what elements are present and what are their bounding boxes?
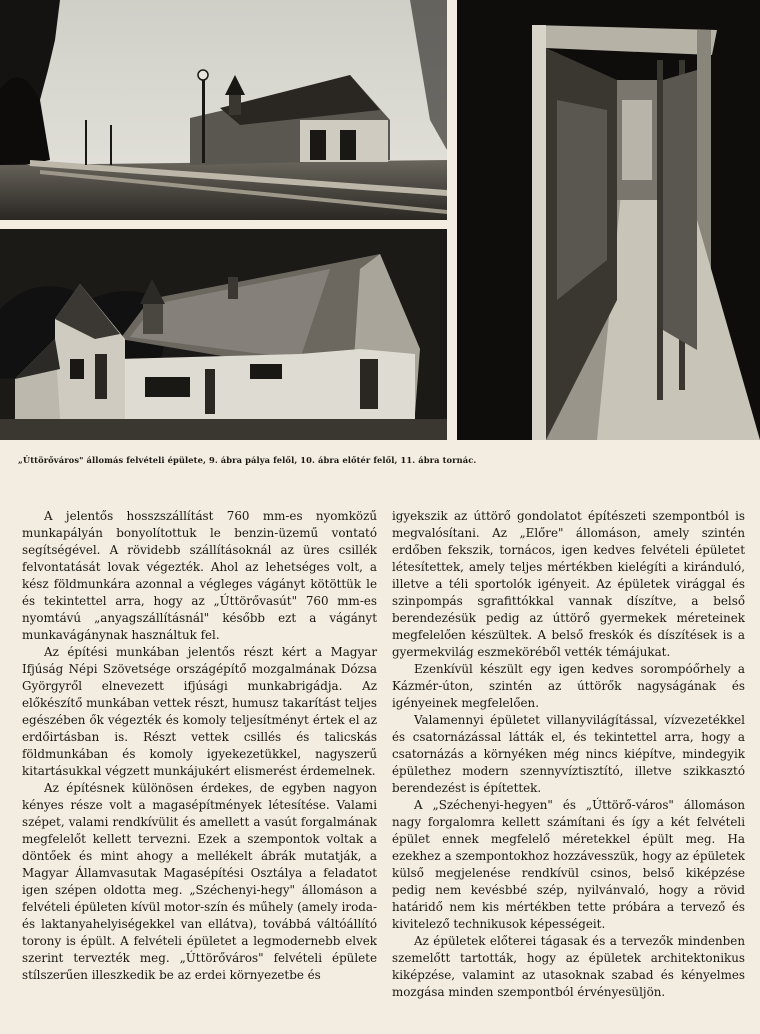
paragraph: Ezenkívül készült egy igen kedves sorompóőrhely a Kázmér-úton, szintén az úttörők nagyságának és igényeinek megfelelően. — [392, 662, 745, 710]
paragraph: Az építési munkában jelentős részt kért a Magyar Ifjúság Népi Szövetsége országépítő mozgalmának Dózsa Györgyről elnevezett ifjúsági munkabrigádja. Az előkészítő munkában vettek részt, humusz takarítást teljes egészében ők végezték és komoly teljesítményt értek el az erdőirtásban is. Részt vettek csillés és talicskás földmunkában és komoly igyekezetükkel, nagyszerű kitartásukkal végzett munkájukért elismerést érdemelnek. — [22, 645, 377, 778]
figure-caption: „Úttörőváros" állomás felvételi épülete, 9. ábra pálya felől, 10. ábra előtér felől, 11. ábra tornác. — [18, 455, 477, 465]
paragraph: igyekszik az úttörő gondolatot építészeti szempontból is megvalósítani. Az „Előre" állomáson, amely szintén erdőben fekszik, tornácos, igen kedves felvételi épületet létesítettek, amely teljes mértékben kielégíti a kiránduló, illetve a téli sportolók igényeit. Az épületek virággal és szinpompás sgrafittókkal vannak díszítve, a belső berendezésük pedig az úttörő gyermekek méreteinek megfelelően készültek. A belső freskók és díszítések is a gyermekvilág eszmeköréből vették témájukat. — [392, 509, 745, 659]
right-column — [392, 508, 745, 1001]
station-porch-photo — [457, 0, 760, 440]
paragraph: Az épületek előterei tágasak és a tervezők mindenben szemelőtt tartották, hogy az épületek architektonikus kiképzése, valamint az utasoknak szabad és kényelmes mozgása minden szempontból érvényesüljön. — [392, 934, 745, 999]
station-trackside-photo — [0, 0, 447, 220]
left-column — [22, 508, 377, 984]
paragraph: A „Széchenyi-hegyen" és „Úttörő-város" állomáson nagy forgalomra kellett számítani és így a két felvételi épület ennek megfelelő méretekkel épült meg. Ha ezekhez a szempontokhoz hozzávesszük, hogy az épületek külső megjelenése rendkívül csinos, belső kiképzése pedig nem kevésbbé szép, nyilvánvaló, hogy a rövid határidő nem kis mértékben tette próbára a tervező és kivitelező technikusok képességeit. — [392, 798, 745, 931]
station-forecourt-photo — [0, 229, 447, 440]
paragraph: Valamennyi épületet villanyvilágítással, vízvezetékkel és csatornázással látták el, és tekintettel arra, hogy a csatornázás a környéken még nincs kiépítve, mindegyik épülethez modern szennyvíztisztító, illetve szikkasztó berendezést is építettek. — [392, 713, 745, 795]
paragraph: Az építésnek különösen érdekes, de egyben nagyon kényes része volt a magasépítmények létesítése. Valami szépet, valami rendkívülit és amellett a vasút forgalmának megfelelőt kellett tervezni. Ezek a szempontok voltak a döntőek és mint ahogy a mellékelt ábrák mutatják, a Magyar Államvasutak Magasépítési Osztálya a feladatot igen szépen oldotta meg. „Széchenyi-hegy" állomáson a felvételi épületen kívül motor-szín és műhely (amely iroda- és laktanyahelyiségekkel van ellátva), továbbá váltóállító torony is épült. A felvételi épületet a legmodernebb elvek szerint tervezték meg. „Úttörőváros" felvételi épülete stílszerűen illeszkedik be az erdei környezetbe és — [22, 781, 377, 982]
paragraph: A jelentős hosszszállítást 760 mm-es nyomközű munkapályán bonyolítottuk le benzin-üzemű vontató segítségével. A rövidebb szállításoknál az üres csillék felvontatását lovak végezték. Ahol az lehetséges volt, a kész földmunkára azonnal a végleges vágányt kötöttük le és tekintettel arra, hogy az „Úttörővasút" 760 mm-es nyomtávú „anyagszállításnál" később ezt a vágányt munkavágánynak használtuk fel. — [22, 509, 377, 642]
